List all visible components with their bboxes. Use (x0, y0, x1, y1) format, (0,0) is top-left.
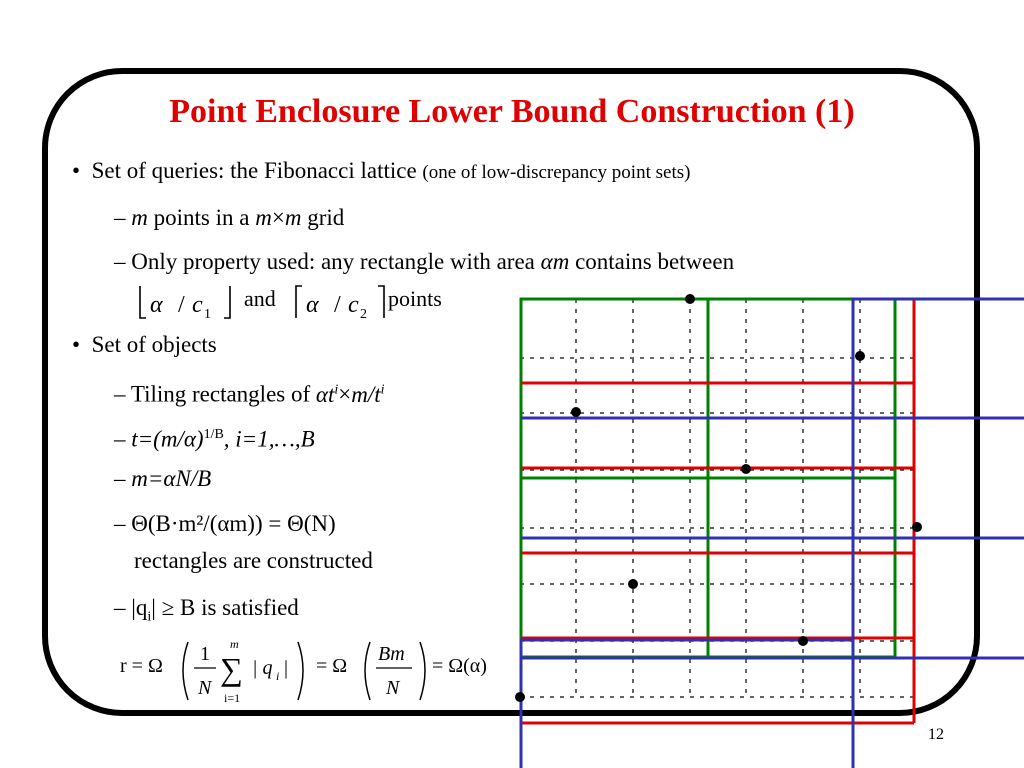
t-definition: t=(m/α) (131, 426, 204, 452)
qi-text: |q (131, 595, 148, 620)
sub-bullet-tiling: – Tiling rectangles of $\alpha t^i\times m/t^i$ (114, 381, 385, 407)
t-exponent: 1/B (203, 427, 224, 442)
sub-bullet-m-def: – m=αN/B (114, 466, 212, 491)
frac2-den: N (386, 677, 400, 699)
bullet-queries-note: (one of low-discrepancy point sets) (422, 162, 691, 183)
slide-title: Point Enclosure Lower Bound Construction (1) (169, 93, 855, 130)
var-m: m (255, 205, 272, 230)
sum-top: m (230, 637, 239, 651)
sub-bullet-property-tail: contains between (575, 249, 735, 274)
svg-text:|: | (284, 657, 289, 679)
formula-eq2: = Ω (316, 655, 348, 677)
sum-sub: i (276, 669, 280, 683)
bullet-dot: • (72, 158, 92, 183)
lattice-point (741, 464, 751, 474)
svg-text:/: / (178, 292, 185, 318)
sub-bullet-theta: – Θ(B·m²/(αm)) = Θ(N) (114, 511, 336, 536)
page-number: 12 (928, 726, 944, 743)
and-text: and (244, 286, 276, 311)
lattice-point (912, 522, 922, 532)
svg-text:2: 2 (360, 307, 367, 322)
formula-lhs: r = Ω (120, 655, 163, 677)
svg-text:1: 1 (204, 307, 211, 322)
times-symbol: × (271, 205, 285, 230)
svg-text:c: c (192, 292, 203, 318)
sub-bullet-qi: – $|q_i| \ge B$ is satisfied (114, 595, 299, 625)
i-range: , i=1,…,B (223, 426, 315, 452)
var-m: m (131, 205, 148, 230)
lattice-point (571, 407, 581, 417)
svg-text:∑: ∑ (220, 651, 243, 687)
sub-bullet-theta-tail: rectangles are constructed (134, 548, 373, 573)
sub-bullet-points: – m points in a m×m grid (114, 205, 345, 230)
grid-word: grid (307, 205, 345, 230)
sum-bottom: i=1 (224, 691, 241, 705)
svg-text:c: c (348, 292, 359, 318)
qi-tail: | ≥ B is satisfied (151, 595, 299, 620)
bullet-dot: • (72, 332, 92, 357)
svg-text:/: / (334, 292, 341, 318)
lattice-point (685, 294, 695, 304)
sub-bullet-t-def: – $t=(m/\alpha)^{1/B}$, i=1,…,B (114, 426, 315, 452)
var-m: m (284, 205, 302, 230)
frac2-num: Bm (378, 643, 405, 665)
sum-body: | q (252, 657, 273, 679)
m-definition: m=αN/B (131, 466, 212, 491)
theta-expression: Θ(B·m²/(αm)) = Θ(N) (131, 511, 336, 536)
sub-bullet-property: – Only property used: any rectangle with area αm contains between (114, 249, 735, 274)
blue-tiling-rect (853, 299, 1024, 768)
svg-text:α: α (150, 292, 163, 318)
frac1-den: N (198, 677, 212, 699)
lattice-point (628, 579, 638, 589)
sub-bullet-tiling-text: Tiling rectangles of (130, 381, 311, 407)
formula-eq3: = Ω(α) (432, 655, 487, 677)
lattice-point (855, 351, 865, 361)
bullet-objects-text: Set of objects (91, 332, 217, 357)
svg-text:α: α (306, 292, 319, 318)
sub-bullet-points-text: points in a (153, 205, 250, 230)
qi-subscript: i (147, 609, 152, 625)
var-alpha-m: αm (540, 249, 570, 274)
sub-bullet-property-text: Only property used: any rectangle with area (131, 249, 535, 274)
lattice-point (798, 636, 808, 646)
frac1-num: 1 (200, 643, 210, 665)
bullet-queries-text: Set of queries: the Fibonacci lattice (91, 158, 417, 183)
points-text: points (388, 286, 442, 311)
lattice-point (515, 692, 525, 702)
